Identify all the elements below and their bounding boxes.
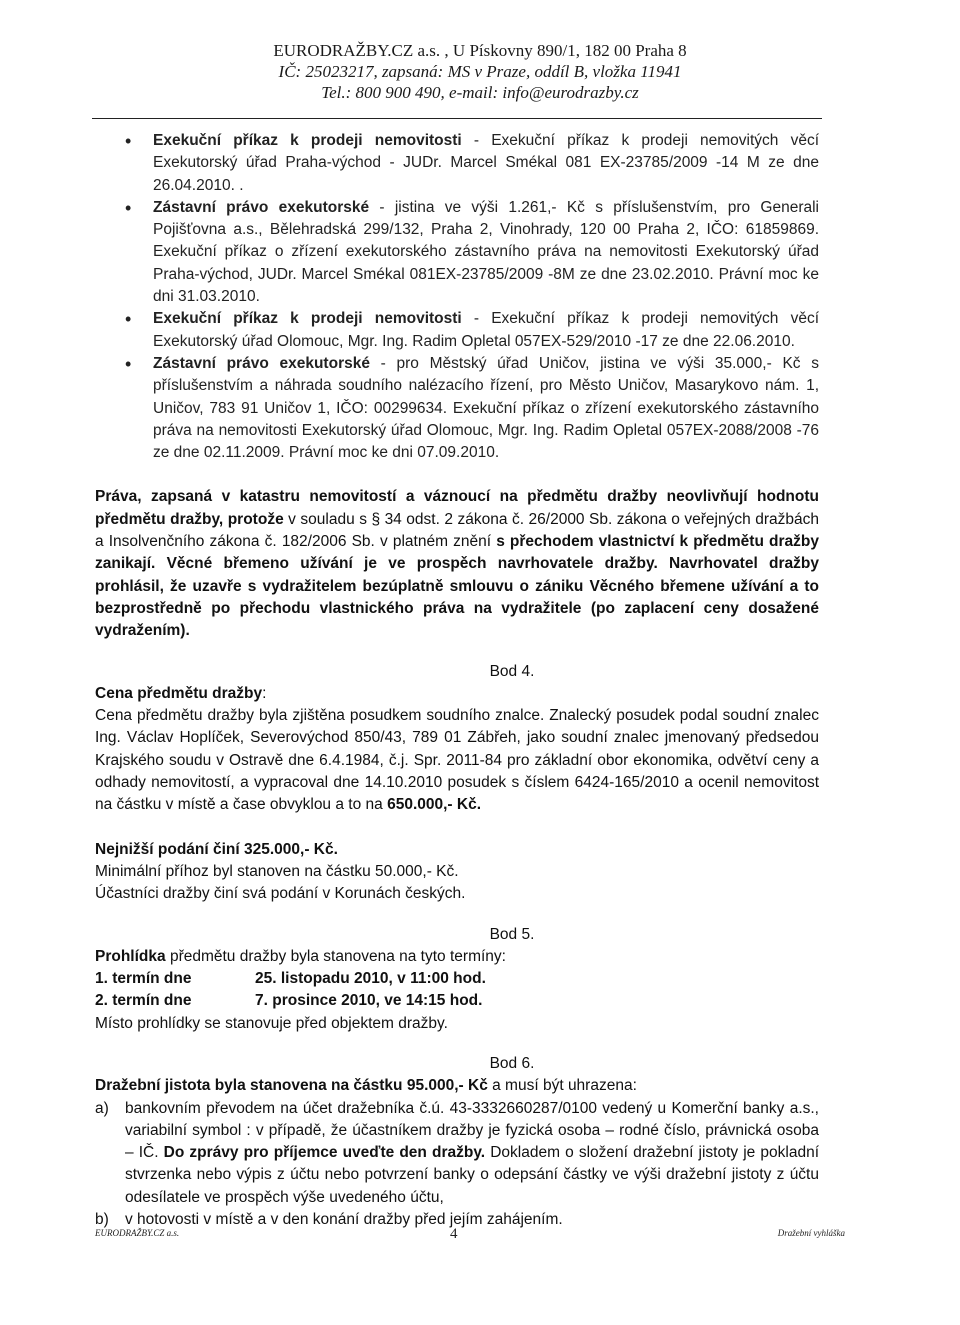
- deposit-heading-bold: Dražební jistota byla stanovena na částku 95.000,- Kč: [95, 1077, 488, 1095]
- page-number: 4: [450, 1226, 458, 1242]
- inspection-place: Místo prohlídky se stanovuje před objektem dražby.: [95, 1014, 448, 1032]
- list-item: [95, 1098, 819, 1209]
- option-bold: Do zprávy pro příjemce uveďte den dražby.: [163, 1144, 486, 1162]
- letterhead-company: EURODRAŽBY.CZ a.s. , U Pískovny 890/1, 182 00 Praha 8: [273, 41, 687, 60]
- option-text: [125, 1098, 819, 1209]
- rights-bold-2: s přechodem vlastnictví k předmětu dražby zanikají. Věcné břemeno užívání je ve prospěch navrhovatele dražby. Navrhovatel dražby prohlásil, že uzavře s vydražitelem bezúplatně smlouvu o zániku Věcného břemene užívání a to bezprostředně po přechodu vlastnického práva na vydražitele (po zaplacení ceny dosažené vydražením).: [95, 533, 820, 640]
- item-text: - pro Městský úřad Uničov, jistina ve výši 35.000,- Kč s příslušenstvím a náhrada soudního nalézacího řízení, pro Město Uničov, Masarykovo nám. 1, Uničov, 783 91 Uničov 1, IČO: 00299634. Exekuční příkaz o zřízení exekutorského zástavního práva na nemovitosti Exekutorský úřad Olomouc, Mgr. Ing. Radim Opletal 057EX-2088/2008 -76 ze dne 02.11.2009. Právní moc ke dni 07.09.2010.: [153, 354, 819, 462]
- item-title: Exekuční příkaz k prodeji nemovitosti: [153, 132, 462, 149]
- item-text: - Exekuční příkaz k prodeji nemovitých věcí Exekutorský úřad Praha-východ - JUDr. Marcel Smékal 081 EX-23785/2009 -14 M ze dne 26.04.2010. .: [153, 132, 820, 194]
- list-item: [153, 130, 819, 197]
- letterhead: [150, 40, 810, 103]
- currency-note: Účastníci dražby činí svá podání v Korunách českých.: [95, 885, 466, 903]
- price-heading: [95, 683, 819, 705]
- item-title: Exekuční příkaz k prodeji nemovitosti: [153, 310, 462, 328]
- list-item: [153, 197, 819, 308]
- list-item: [153, 308, 819, 353]
- section-title-bod5: Bod 5.: [489, 925, 535, 943]
- option-text-2: Dokladem o složení dražební jistoty je pokladní stvrzenka nebo výpis z účtu nebo potvrzení banky o odepsání částky ve výši dražební jistoty z účtu odesílatele ve prospěch výše uvedeného účtu,: [125, 1144, 820, 1206]
- section-title-bod6: Bod 6.: [489, 1054, 535, 1072]
- rights-text: v souladu s § 34 odst. 2 zákona č. 26/2000 Sb. zákona o veřejných dražbách a Insolvenčního zákona č. 182/2006 Sb. v platném znění: [95, 510, 819, 551]
- minimum-increment: Minimální příhoz byl stanoven na částku 50.000,- Kč.: [95, 862, 459, 880]
- option-text-1: bankovním převodem na účet dražebníka č.ú. 43-3332660287/0100 vedený u Komerční banky a.s., variabilní symbol : v případě, že účastníkem dražby je fyzická osoba – rodné číslo, právnická osoba – IČ.: [125, 1099, 819, 1162]
- item-text: - jistina ve výši 1.261,- Kč s příslušenstvím, pro Generali Pojišťovna a.s., Bělehradská 299/132, Praha 2, Vinohrady, 120 00 Praha 2, IČO: 61859869. Exekuční příkaz o zřízení exekutorského zástavního práva na nemovitosti Exekutorský úřad Praha-východ, JUDr. Marcel Smékal 081EX-23785/2009 -8M ze dne 23.02.2010. Právní moc ke dni 31.03.2010.: [153, 198, 819, 306]
- term-value: 25. listopadu 2010, v 11:00 hod.: [255, 970, 486, 988]
- lowest-bid: [95, 839, 819, 861]
- price-heading-colon: :: [262, 684, 267, 702]
- deposit-heading-text: a musí být uhrazena:: [487, 1077, 637, 1095]
- option-label: a): [95, 1099, 109, 1117]
- price-amount: 650.000,- Kč.: [387, 796, 482, 814]
- encumbrance-list: [95, 130, 819, 464]
- inspection-heading-text: předmětu dražby byla stanovena na tyto termíny:: [165, 947, 506, 965]
- rights-bold-1: Práva, zapsaná v katastru nemovitostí a váznoucí na předmětu dražby neovlivňují hodnotu předmětu dražby, protože: [95, 488, 819, 528]
- inspection-heading-bold: Prohlídka: [95, 947, 166, 965]
- header-divider: [92, 118, 822, 119]
- term-label: 2. termín dne: [95, 992, 192, 1010]
- footer-company: EURODRAŽBY.CZ a.s.: [95, 1228, 180, 1238]
- letterhead-contact: Tel.: 800 900 490, e-mail: info@eurodrazby.cz: [321, 83, 639, 102]
- price-heading-text: Cena předmětu dražby: [95, 684, 263, 702]
- inspection-heading: [95, 946, 819, 968]
- price-paragraph: [95, 705, 819, 816]
- inspection-terms: [95, 968, 819, 1013]
- section-title-bod4: Bod 4.: [489, 662, 535, 680]
- footer-document-name: Dražební vyhláška: [777, 1228, 845, 1238]
- option-text: v hotovosti v místě a v den konání dražby před jejím zahájením.: [125, 1211, 563, 1229]
- rights-paragraph: [95, 486, 819, 642]
- term-label: 1. termín dne: [95, 970, 192, 988]
- item-title: Zástavní právo exekutorské: [153, 198, 370, 216]
- document-body: [95, 130, 819, 1231]
- term-value: 7. prosince 2010, ve 14:15 hod.: [255, 992, 483, 1010]
- price-text: Cena předmětu dražby byla zjištěna posudkem soudního znalce. Znalecký posudek podal soudní znalec Ing. Václav Hoplíček, Severovýchod 850/43, 789 01 Zábřeh, jako soudní znalec jmenovaný předsedou Krajského soudu v Ostravě dne 6.4.1984, č.j. Spr. 2011-84 pro základní obor ekonomika, odvětví ceny a odhady nemovitostí, a vypracoval dne 14.10.2010 posudek s číslem 6424-165/2010 a ocenil nemovitost na částku v místě a čase obvyklou a to na: [95, 707, 819, 814]
- item-title: Zástavní právo exekutorské: [153, 354, 370, 372]
- option-label: b): [95, 1211, 109, 1229]
- lowest-bid-text: Nejnižší podání činí 325.000,- Kč.: [95, 840, 338, 858]
- list-item: [153, 353, 819, 464]
- deposit-heading: [95, 1075, 819, 1097]
- letterhead-registration: IČ: 25023217, zapsaná: MS v Praze, oddíl B, vložka 11941: [278, 62, 682, 81]
- item-text: - Exekuční příkaz k prodeji nemovitých věcí Exekutorský úřad Olomouc, Mgr. Ing. Radim Opletal 057EX-529/2010 -17 ze dne 22.06.2010.: [153, 310, 820, 350]
- payment-options: [95, 1098, 819, 1232]
